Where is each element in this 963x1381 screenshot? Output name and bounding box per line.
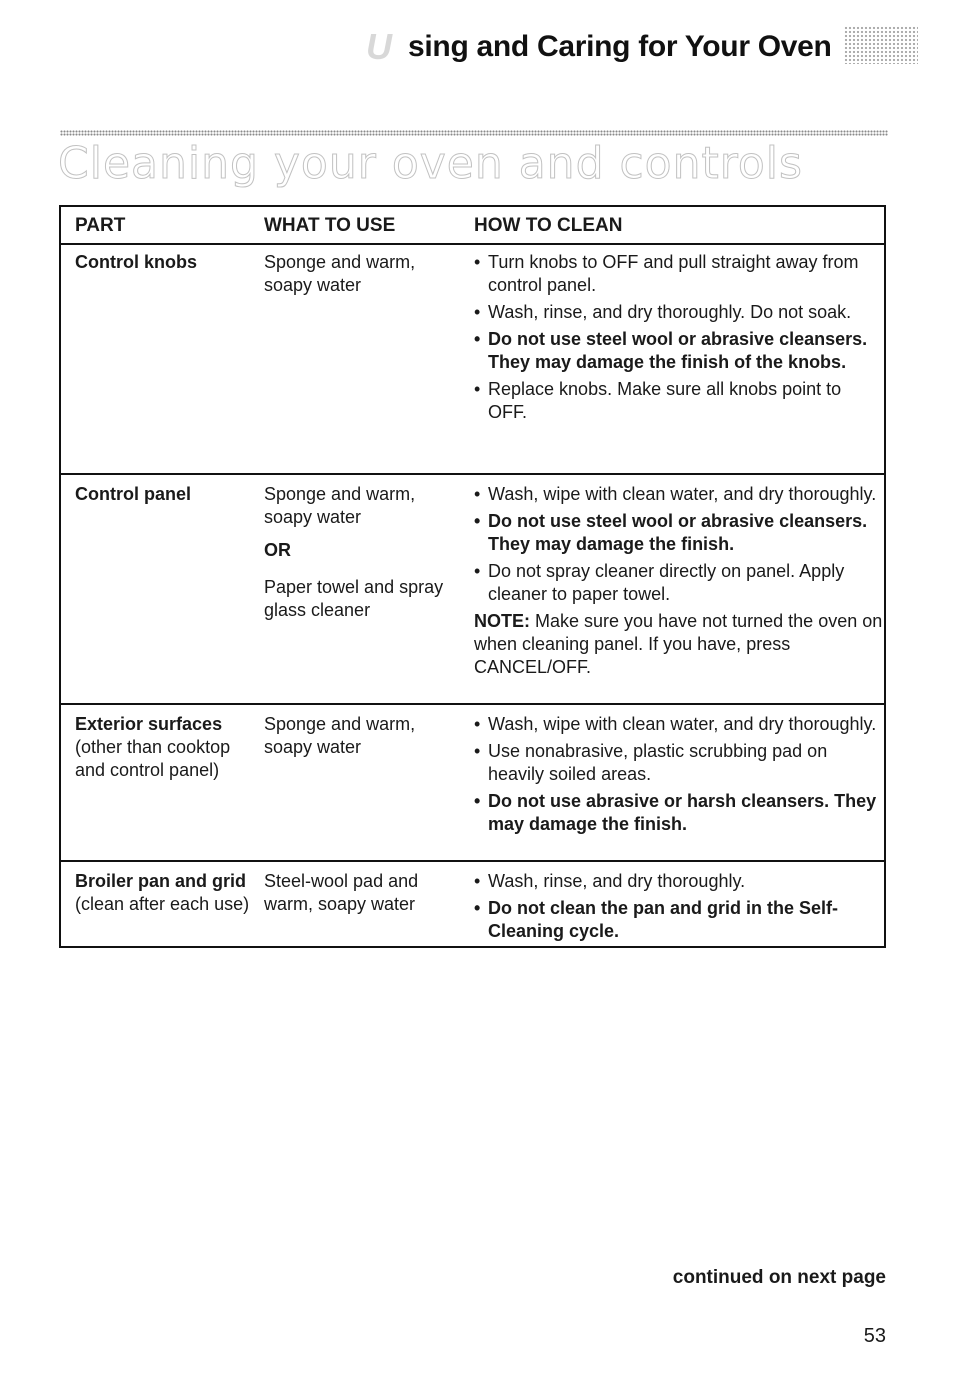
instruction-item: • Turn knobs to OFF and pull straight away from control panel. — [474, 251, 884, 297]
instruction-item: • Do not spray cleaner directly on panel. Apply cleaner to paper towel. — [474, 560, 884, 606]
part-cell — [75, 483, 260, 506]
part-cell — [75, 713, 260, 782]
part-note: (clean after each use) — [75, 894, 250, 914]
warning-item: • Do not use steel wool or abrasive cleansers. They may damage the finish of the knobs. — [474, 328, 884, 374]
section-title: Cleaning your oven and controls — [58, 138, 803, 189]
what-to-use-option-1: Sponge and warm, soapy water — [264, 484, 416, 527]
column-header-what-to-use: WHAT TO USE — [264, 215, 396, 236]
what-to-use-cell: Sponge and warm, soapy water — [264, 252, 416, 295]
what-to-use-cell: Steel-wool pad and warm, soapy water — [264, 871, 419, 914]
column-header-part: PART — [75, 215, 126, 236]
table-row-broiler-pan — [61, 862, 884, 946]
warning-item: • Do not clean the pan and grid in the Self-Cleaning cycle. — [474, 897, 884, 943]
dotted-rule-divider — [60, 130, 888, 136]
table-row-control-knobs — [61, 243, 884, 475]
note-label: NOTE: — [474, 611, 530, 631]
cleaning-table — [59, 205, 886, 948]
part-cell — [75, 870, 260, 916]
instruction-item: • Use nonabrasive, plastic scrubbing pad on heavily soiled areas. — [474, 740, 884, 786]
how-to-clean-cell — [474, 713, 884, 840]
or-label: OR — [264, 540, 291, 560]
page-number: 53 — [863, 1325, 886, 1347]
table-row-control-panel — [61, 475, 884, 705]
instruction-item: • Replace knobs. Make sure all knobs point to OFF. — [474, 378, 884, 424]
header-tab-decoration — [844, 26, 918, 64]
part-name: Broiler pan and grid — [75, 871, 247, 891]
header-title: sing and Caring for Your Oven — [408, 30, 832, 63]
part-name: Control panel — [75, 484, 191, 504]
continued-note: continued on next page — [672, 1267, 886, 1288]
note — [474, 610, 884, 679]
warning-item: • Do not use steel wool or abrasive cleansers. They may damage the finish. — [474, 510, 884, 556]
header-u-glyph: U — [366, 26, 392, 67]
what-to-use-cell: Sponge and warm, soapy water — [264, 714, 416, 757]
warning-item: • Do not use abrasive or harsh cleansers. They may damage the finish. — [474, 790, 884, 836]
instruction-item: • Wash, wipe with clean water, and dry thoroughly. — [474, 483, 884, 506]
what-to-use-option-2: Paper towel and spray glass cleaner — [264, 577, 444, 620]
note-text: Make sure you have not turned the oven on when cleaning panel. If you have, press CANCEL/OFF. — [474, 611, 883, 677]
column-header-how-to-clean: HOW TO CLEAN — [474, 215, 623, 236]
instruction-item: • Wash, rinse, and dry thoroughly. — [474, 870, 884, 893]
table-row-exterior-surfaces — [61, 705, 884, 862]
part-name: Exterior surfaces — [75, 714, 223, 734]
instruction-item: • Wash, rinse, and dry thoroughly. Do not soak. — [474, 301, 884, 324]
what-to-use-cell — [264, 483, 464, 622]
how-to-clean-cell — [474, 251, 884, 428]
how-to-clean-cell — [474, 870, 884, 947]
how-to-clean-cell — [474, 483, 884, 683]
page-header — [360, 22, 920, 82]
part-cell — [75, 251, 260, 274]
part-name: Control knobs — [75, 252, 197, 272]
table-header-row — [61, 207, 884, 245]
part-note: (other than cooktop and control panel) — [75, 737, 231, 780]
instruction-item: • Wash, wipe with clean water, and dry thoroughly. — [474, 713, 884, 736]
